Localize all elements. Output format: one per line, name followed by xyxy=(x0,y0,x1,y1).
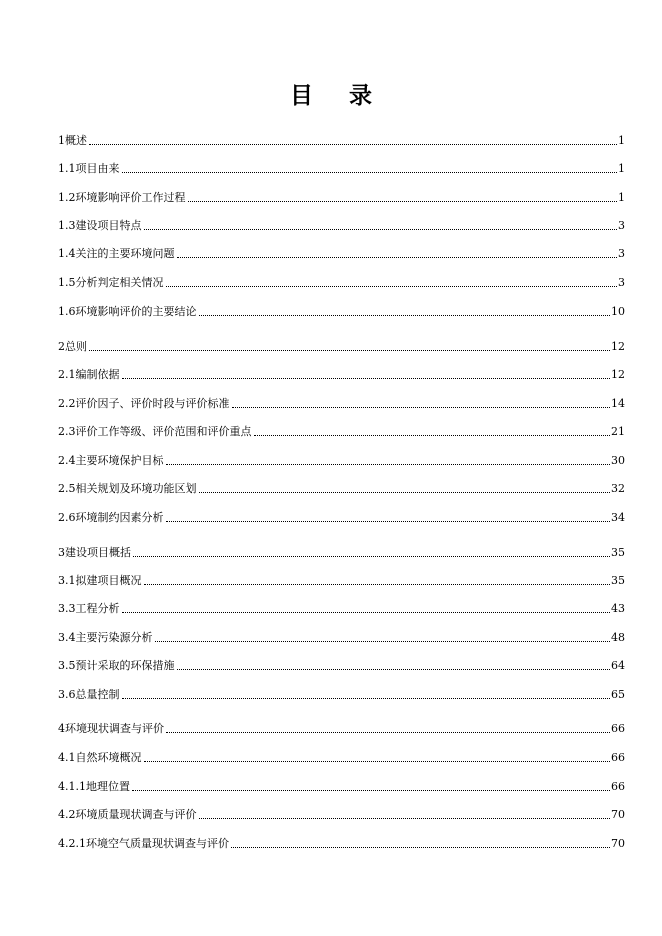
toc-entry-page-number: 10 xyxy=(611,305,625,318)
toc-leader-dots xyxy=(89,349,610,351)
toc-leader-dots xyxy=(199,491,611,493)
toc-entry-page-number: 65 xyxy=(611,688,625,701)
toc-entry-label: 1.5分析判定相关情况 xyxy=(58,276,164,289)
toc-entry[interactable] xyxy=(58,245,625,261)
toc-leader-dots xyxy=(155,640,611,642)
toc-leader-dots xyxy=(177,668,611,670)
toc-leader-dots xyxy=(231,846,610,848)
toc-entry-page-number: 1 xyxy=(618,162,625,175)
toc-entry[interactable] xyxy=(58,395,625,411)
toc-leader-dots xyxy=(199,314,611,316)
toc-leader-dots xyxy=(144,228,618,230)
toc-entry[interactable] xyxy=(58,686,625,702)
toc-leader-dots xyxy=(122,697,611,699)
toc-leader-dots xyxy=(166,463,611,465)
toc-leader-dots xyxy=(166,520,611,522)
toc-entry-label: 1.3建设项目特点 xyxy=(58,219,142,232)
toc-entry[interactable] xyxy=(58,509,625,525)
toc-entry-page-number: 34 xyxy=(611,511,625,524)
toc-leader-dots xyxy=(188,200,618,202)
toc-leader-dots xyxy=(89,143,617,145)
toc-entry-label: 2.1编制依据 xyxy=(58,368,120,381)
toc-entry-page-number: 66 xyxy=(611,751,625,764)
toc-entry-page-number: 14 xyxy=(611,397,625,410)
toc-entry-label: 2.5相关规划及环境功能区划 xyxy=(58,482,197,495)
toc-entry-label: 4.2环境质量现状调查与评价 xyxy=(58,808,197,821)
toc-entry-label: 3.1拟建项目概况 xyxy=(58,574,142,587)
toc-leader-dots xyxy=(132,789,610,791)
toc-entry-page-number: 43 xyxy=(611,602,625,615)
toc-entry-label: 3.3工程分析 xyxy=(58,602,120,615)
toc-entry-page-number: 48 xyxy=(611,631,625,644)
toc-entry-page-number: 70 xyxy=(611,808,625,821)
toc-entry[interactable] xyxy=(58,189,625,205)
toc-entry-page-number: 30 xyxy=(611,454,625,467)
toc-entry-label: 1概述 xyxy=(58,134,87,147)
toc-entry-label: 1.1项目由来 xyxy=(58,162,120,175)
toc-leader-dots xyxy=(177,256,618,258)
toc-entry-label: 2.3评价工作等级、评价范围和评价重点 xyxy=(58,425,252,438)
toc-entry-page-number: 21 xyxy=(611,425,625,438)
toc-entry-label: 4.1.1地理位置 xyxy=(58,780,130,793)
toc-entry[interactable] xyxy=(58,338,625,354)
toc-entry[interactable] xyxy=(58,452,625,468)
toc-entry[interactable] xyxy=(58,600,625,616)
toc-entry-page-number: 35 xyxy=(611,574,625,587)
toc-entry-label: 3建设项目概括 xyxy=(58,546,131,559)
toc-entry-page-number: 66 xyxy=(611,722,625,735)
toc-entry-page-number: 3 xyxy=(618,247,625,260)
toc-entry-page-number: 64 xyxy=(611,659,625,672)
toc-entry[interactable] xyxy=(58,778,625,794)
toc-entry-label: 4.2.1环境空气质量现状调查与评价 xyxy=(58,837,229,850)
toc-leader-dots xyxy=(232,406,611,408)
toc-entry[interactable] xyxy=(58,366,625,382)
toc-entry[interactable] xyxy=(58,629,625,645)
toc-entry-label: 2.2评价因子、评价时段与评价标准 xyxy=(58,397,230,410)
toc-entry[interactable] xyxy=(58,749,625,765)
toc-entry-label: 3.5预计采取的环保措施 xyxy=(58,659,175,672)
toc-entry-page-number: 66 xyxy=(611,780,625,793)
toc-entry-label: 1.2环境影响评价工作过程 xyxy=(58,191,186,204)
toc-entry[interactable] xyxy=(58,657,625,673)
toc-entry[interactable] xyxy=(58,132,625,148)
toc-leader-dots xyxy=(122,377,611,379)
toc-entry-label: 2.4主要环境保护目标 xyxy=(58,454,164,467)
toc-entry-page-number: 12 xyxy=(611,368,625,381)
toc-entry[interactable] xyxy=(58,217,625,233)
toc-entry-page-number: 12 xyxy=(611,340,625,353)
toc-entry-label: 3.4主要污染源分析 xyxy=(58,631,153,644)
toc-entry[interactable] xyxy=(58,835,625,851)
toc-entry-label: 4环境现状调查与评价 xyxy=(58,722,164,735)
toc-leader-dots xyxy=(133,555,610,557)
toc-leader-dots xyxy=(166,731,610,733)
toc-title: 目 录 xyxy=(289,82,386,109)
toc-entry-page-number: 3 xyxy=(618,219,625,232)
toc-leader-dots xyxy=(166,285,618,287)
toc-entry-page-number: 1 xyxy=(618,134,625,147)
toc-entry[interactable] xyxy=(58,806,625,822)
toc-entry-label: 2.6环境制约因素分析 xyxy=(58,511,164,524)
toc-entry[interactable] xyxy=(58,720,625,736)
toc-leader-dots xyxy=(254,434,611,436)
toc-entry[interactable] xyxy=(58,274,625,290)
toc-entry-page-number: 32 xyxy=(611,482,625,495)
toc-entry[interactable] xyxy=(58,160,625,176)
toc-leader-dots xyxy=(144,583,611,585)
toc-entry-page-number: 1 xyxy=(618,191,625,204)
toc-entry-label: 1.4关注的主要环境问题 xyxy=(58,247,175,260)
toc-entry[interactable] xyxy=(58,544,625,560)
toc-entry-label: 1.6环境影响评价的主要结论 xyxy=(58,305,197,318)
toc-leader-dots xyxy=(144,760,611,762)
toc-entry[interactable] xyxy=(58,423,625,439)
toc-entry-page-number: 3 xyxy=(618,276,625,289)
toc-entry-page-number: 70 xyxy=(611,837,625,850)
toc-entry-label: 3.6总量控制 xyxy=(58,688,120,701)
toc-entry[interactable] xyxy=(58,303,625,319)
toc-leader-dots xyxy=(122,171,618,173)
toc-entry[interactable] xyxy=(58,480,625,496)
toc-entry[interactable] xyxy=(58,572,625,588)
toc-leader-dots xyxy=(199,817,611,819)
toc-entry-label: 2总则 xyxy=(58,340,87,353)
toc-entry-label: 4.1自然环境概况 xyxy=(58,751,142,764)
toc-leader-dots xyxy=(122,611,611,613)
toc-entry-page-number: 35 xyxy=(611,546,625,559)
